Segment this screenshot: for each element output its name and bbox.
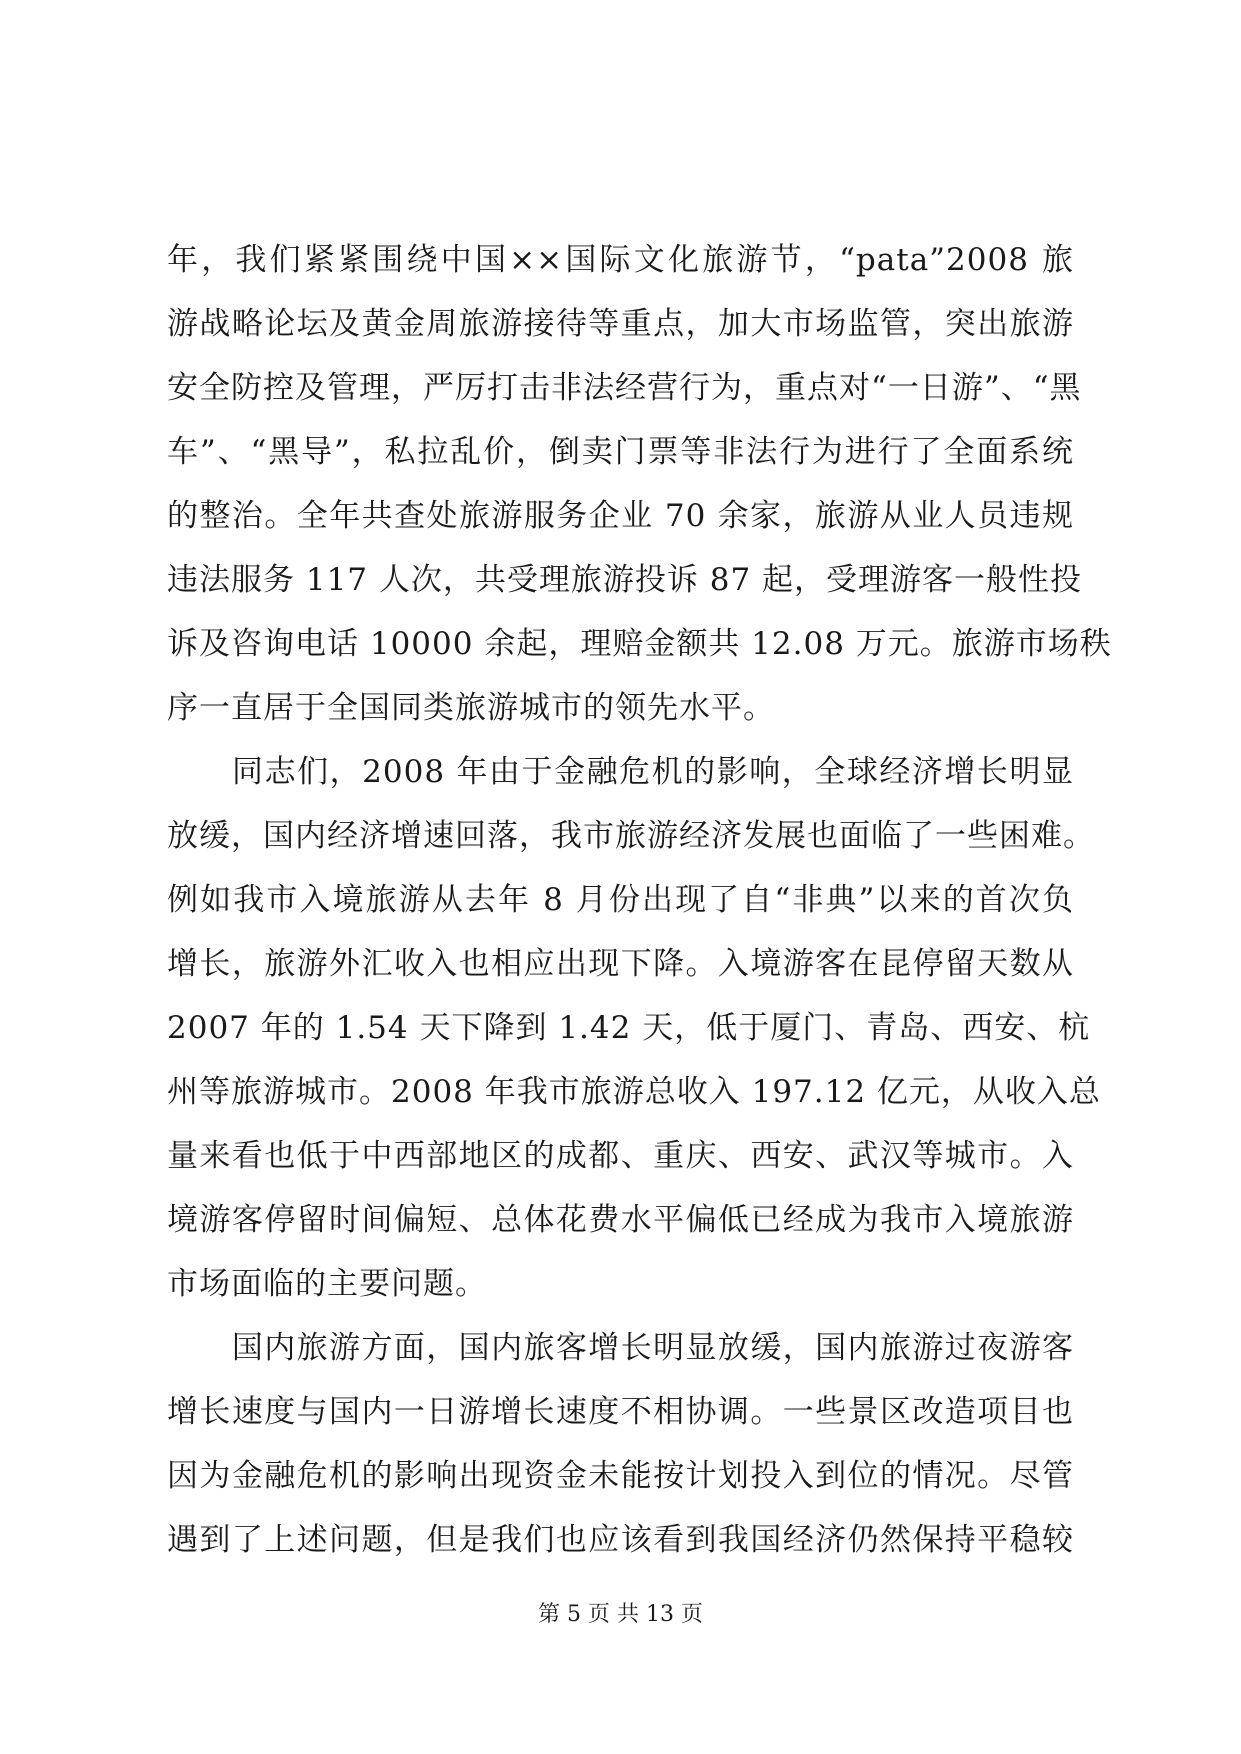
text-line: 车”、“黑导”，私拉乱价，倒卖门票等非法行为进行了全面系统 xyxy=(167,434,1074,470)
body-text xyxy=(167,228,1112,1572)
page-footer xyxy=(0,1600,1241,1630)
text-line: 市场面临的主要问题。 xyxy=(167,1266,487,1302)
text-line: 因为金融危机的影响出现资金未能按计划投入到位的情况。尽管 xyxy=(167,1458,1074,1494)
text-line: 增长速度与国内一日游增长速度不相协调。一些景区改造项目也 xyxy=(167,1394,1074,1430)
text-line: 序一直居于全国同类旅游城市的领先水平。 xyxy=(167,690,775,726)
text-line: 放缓，国内经济增速回落，我市旅游经济发展也面临了一些困难。 xyxy=(167,818,1095,854)
text-line: 例如我市入境旅游从去年 8 月份出现了自“非典”以来的首次负 xyxy=(167,882,1074,918)
text-line: 2007 年的 1.54 天下降到 1.42 天，低于厦门、青岛、西安、杭 xyxy=(167,1010,1091,1046)
text-line: 的整治。全年共查处旅游服务企业 70 余家，旅游从业人员违规 xyxy=(167,498,1074,534)
text-line: 境游客停留时间偏短、总体花费水平偏低已经成为我市入境旅游 xyxy=(167,1202,1074,1238)
text-line: 游战略论坛及黄金周旅游接待等重点，加大市场监管，突出旅游 xyxy=(167,306,1074,342)
text-line: 安全防控及管理，严厉打击非法经营行为，重点对“一日游”、“黑 xyxy=(167,370,1082,406)
text-line: 违法服务 117 人次，共受理旅游投诉 87 起，受理游客一般性投 xyxy=(167,562,1083,598)
text-line: 量来看也低于中西部地区的成都、重庆、西安、武汉等城市。入 xyxy=(167,1138,1074,1174)
text-line: 同志们，2008 年由于金融危机的影响，全球经济增长明显 xyxy=(167,754,1074,790)
text-line: 遇到了上述问题，但是我们也应该看到我国经济仍然保持平稳较 xyxy=(167,1522,1074,1558)
text-line: 诉及咨询电话 10000 余起，理赔金额共 12.08 万元。旅游市场秩 xyxy=(167,626,1112,662)
text-line: 国内旅游方面，国内旅客增长明显放缓，国内旅游过夜游客 xyxy=(167,1330,1074,1366)
text-line: 州等旅游城市。2008 年我市旅游总收入 197.12 亿元，从收入总 xyxy=(167,1074,1101,1110)
page-number: 第 5 页 共 13 页 xyxy=(538,1602,703,1627)
text-line: 增长，旅游外汇收入也相应出现下降。入境游客在昆停留天数从 xyxy=(167,946,1074,982)
text-line: 年，我们紧紧围绕中国××国际文化旅游节，“pata”2008 旅 xyxy=(167,242,1074,278)
